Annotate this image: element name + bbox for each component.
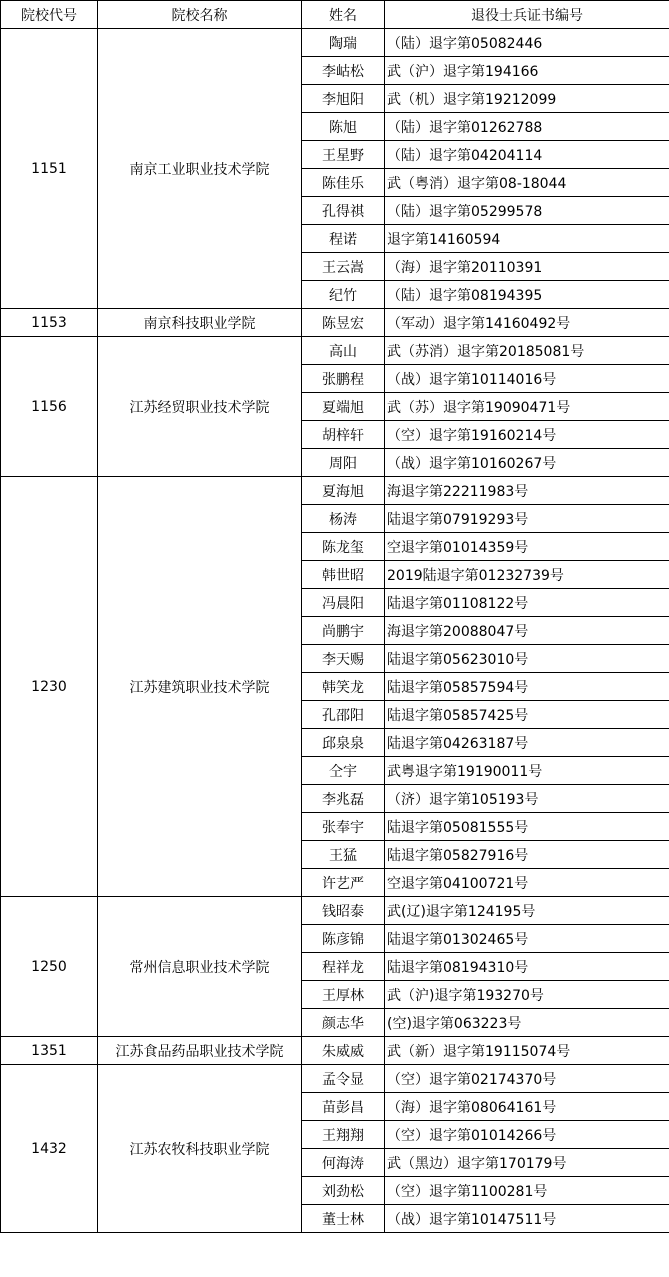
- person-name-cell: 周阳: [302, 449, 385, 477]
- certificate-number-cell: 陆退字第01302465号: [385, 925, 669, 953]
- header-school-code: 院校代号: [1, 1, 98, 29]
- certificate-number-cell: 陆退字第05827916号: [385, 841, 669, 869]
- person-name-cell: 王厚林: [302, 981, 385, 1009]
- header-name: 姓名: [302, 1, 385, 29]
- person-name-cell: 李天赐: [302, 645, 385, 673]
- table-row: [1, 897, 669, 925]
- person-name-cell: 刘劲松: [302, 1177, 385, 1205]
- certificate-number-cell: 陆退字第08194310号: [385, 953, 669, 981]
- school-code-cell: 1432: [1, 1065, 98, 1233]
- person-name-cell: 许艺严: [302, 869, 385, 897]
- certificate-number-cell: （空）退字第02174370号: [385, 1065, 669, 1093]
- certificate-number-cell: 陆退字第05857594号: [385, 673, 669, 701]
- table-row: [1, 477, 669, 505]
- person-name-cell: 李兆磊: [302, 785, 385, 813]
- person-name-cell: 王云嵩: [302, 253, 385, 281]
- certificate-number-cell: （陆）退字第01262788: [385, 113, 669, 141]
- person-name-cell: 夏海旭: [302, 477, 385, 505]
- certificate-number-cell: （陆）退字第05299578: [385, 197, 669, 225]
- person-name-cell: 陈佳乐: [302, 169, 385, 197]
- person-name-cell: 苗彭昌: [302, 1093, 385, 1121]
- certificate-number-cell: （济）退字第105193号: [385, 785, 669, 813]
- certificate-number-cell: 陆退字第04263187号: [385, 729, 669, 757]
- person-name-cell: 王翔翔: [302, 1121, 385, 1149]
- person-name-cell: 陈昱宏: [302, 309, 385, 337]
- person-name-cell: 胡梓轩: [302, 421, 385, 449]
- certificate-number-cell: （空）退字第01014266号: [385, 1121, 669, 1149]
- certificate-number-cell: 武（沪）退字第194166: [385, 57, 669, 85]
- certificate-number-cell: 2019陆退字第01232739号: [385, 561, 669, 589]
- certificate-number-cell: 陆退字第07919293号: [385, 505, 669, 533]
- certificate-number-cell: 武（机）退字第19212099: [385, 85, 669, 113]
- person-name-cell: 何海涛: [302, 1149, 385, 1177]
- certificate-number-cell: 空退字第04100721号: [385, 869, 669, 897]
- certificate-number-cell: 武（新）退字第19115074号: [385, 1037, 669, 1065]
- person-name-cell: 董士林: [302, 1205, 385, 1233]
- certificate-number-cell: （陆）退字第04204114: [385, 141, 669, 169]
- header-row: [1, 1, 669, 29]
- certificate-number-cell: 陆退字第05857425号: [385, 701, 669, 729]
- certificate-number-cell: （海）退字第08064161号: [385, 1093, 669, 1121]
- person-name-cell: 高山: [302, 337, 385, 365]
- certificate-number-cell: 海退字第22211983号: [385, 477, 669, 505]
- certificate-number-cell: 武（粤消）退字第08-18044: [385, 169, 669, 197]
- person-name-cell: 仝宇: [302, 757, 385, 785]
- person-name-cell: 孟令显: [302, 1065, 385, 1093]
- certificate-number-cell: 陆退字第05623010号: [385, 645, 669, 673]
- school-name-cell: 江苏农牧科技职业学院: [98, 1065, 302, 1233]
- table-row: [1, 309, 669, 337]
- person-name-cell: 韩世昭: [302, 561, 385, 589]
- school-name-cell: 南京科技职业学院: [98, 309, 302, 337]
- certificate-number-cell: （战）退字第10147511号: [385, 1205, 669, 1233]
- school-name-cell: 南京工业职业技术学院: [98, 29, 302, 309]
- person-name-cell: 陈彦锦: [302, 925, 385, 953]
- school-name-cell: 常州信息职业技术学院: [98, 897, 302, 1037]
- person-name-cell: 张鹏程: [302, 365, 385, 393]
- person-name-cell: 邱泉泉: [302, 729, 385, 757]
- person-name-cell: 陈旭: [302, 113, 385, 141]
- person-name-cell: 李岵松: [302, 57, 385, 85]
- school-code-cell: 1156: [1, 337, 98, 477]
- table-row: [1, 337, 669, 365]
- certificate-number-cell: （空）退字第1100281号: [385, 1177, 669, 1205]
- school-code-cell: 1230: [1, 477, 98, 897]
- certificate-number-cell: 海退字第20088047号: [385, 617, 669, 645]
- table-row: [1, 1065, 669, 1093]
- person-name-cell: 陶瑞: [302, 29, 385, 57]
- table-body: [1, 29, 669, 1233]
- school-name-cell: 江苏食品药品职业技术学院: [98, 1037, 302, 1065]
- certificate-number-cell: （空）退字第19160214号: [385, 421, 669, 449]
- header-school-name: 院校名称: [98, 1, 302, 29]
- person-name-cell: 王星野: [302, 141, 385, 169]
- certificate-number-cell: 武（苏消）退字第20185081号: [385, 337, 669, 365]
- certificate-number-cell: （陆）退字第05082446: [385, 29, 669, 57]
- school-code-cell: 1250: [1, 897, 98, 1037]
- school-code-cell: 1153: [1, 309, 98, 337]
- table-row: [1, 29, 669, 57]
- person-name-cell: 李旭阳: [302, 85, 385, 113]
- school-name-cell: 江苏经贸职业技术学院: [98, 337, 302, 477]
- certificate-number-cell: （海）退字第20110391: [385, 253, 669, 281]
- person-name-cell: 杨涛: [302, 505, 385, 533]
- person-name-cell: 孔得祺: [302, 197, 385, 225]
- certificate-number-cell: (空)退字第063223号: [385, 1009, 669, 1037]
- person-name-cell: 尚鹏宇: [302, 617, 385, 645]
- person-name-cell: 韩笑龙: [302, 673, 385, 701]
- person-name-cell: 孔邵阳: [302, 701, 385, 729]
- certificate-number-cell: 退字第14160594: [385, 225, 669, 253]
- person-name-cell: 钱昭泰: [302, 897, 385, 925]
- school-name-cell: 江苏建筑职业技术学院: [98, 477, 302, 897]
- table-row: [1, 1037, 669, 1065]
- person-name-cell: 朱威威: [302, 1037, 385, 1065]
- person-name-cell: 陈龙玺: [302, 533, 385, 561]
- certificate-number-cell: 武（黑边）退字第170179号: [385, 1149, 669, 1177]
- certificate-number-cell: （军动）退字第14160492号: [385, 309, 669, 337]
- person-name-cell: 纪竹: [302, 281, 385, 309]
- certificate-number-cell: 武粤退字第19190011号: [385, 757, 669, 785]
- person-name-cell: 张奉宇: [302, 813, 385, 841]
- person-name-cell: 王猛: [302, 841, 385, 869]
- header-certificate-number: 退役士兵证书编号: [385, 1, 669, 29]
- certificate-number-cell: 武(辽)退字第124195号: [385, 897, 669, 925]
- certificate-number-cell: （陆）退字第08194395: [385, 281, 669, 309]
- certificate-number-cell: 空退字第01014359号: [385, 533, 669, 561]
- certificate-number-cell: （战）退字第10114016号: [385, 365, 669, 393]
- certificate-number-cell: 陆退字第05081555号: [385, 813, 669, 841]
- person-name-cell: 程诺: [302, 225, 385, 253]
- person-name-cell: 夏端旭: [302, 393, 385, 421]
- certificate-number-cell: 武（沪)退字第193270号: [385, 981, 669, 1009]
- person-name-cell: 程祥龙: [302, 953, 385, 981]
- school-code-cell: 1351: [1, 1037, 98, 1065]
- school-code-cell: 1151: [1, 29, 98, 309]
- person-name-cell: 冯晨阳: [302, 589, 385, 617]
- certificate-number-cell: 武（苏）退字第19090471号: [385, 393, 669, 421]
- certificate-number-cell: （战）退字第10160267号: [385, 449, 669, 477]
- table-header: [1, 1, 669, 29]
- certificate-number-cell: 陆退字第01108122号: [385, 589, 669, 617]
- person-name-cell: 颜志华: [302, 1009, 385, 1037]
